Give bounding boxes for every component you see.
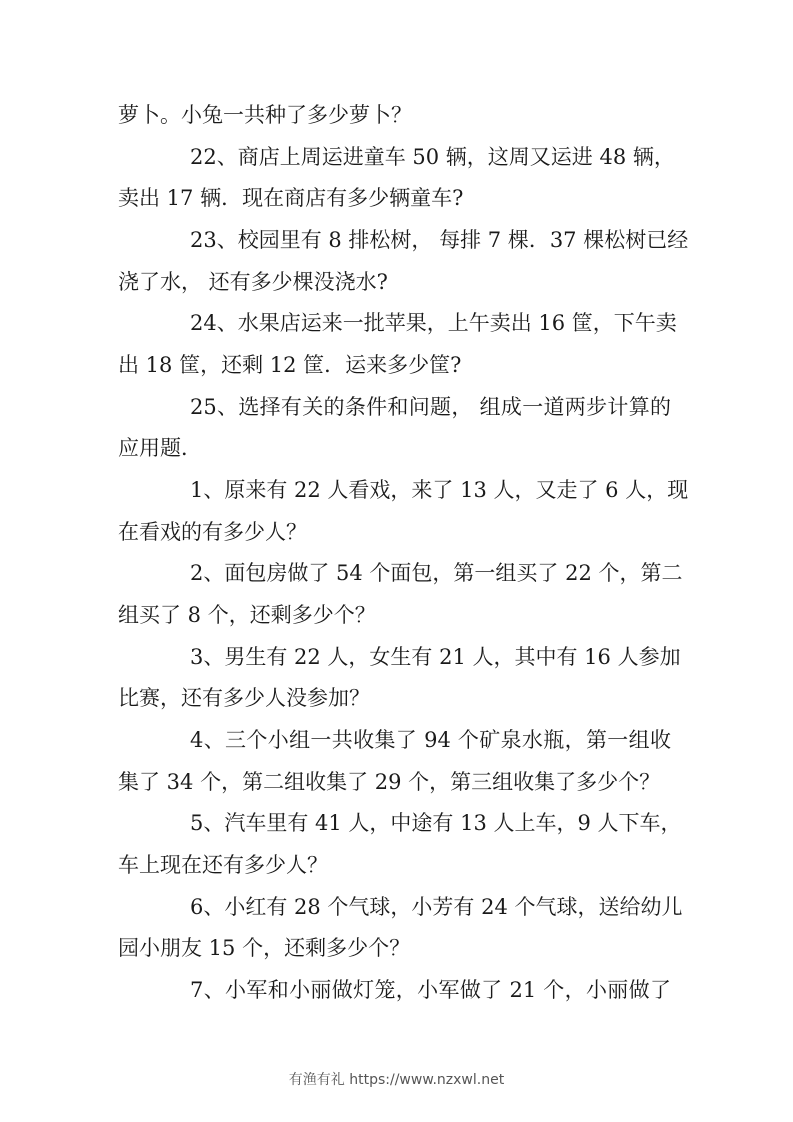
problem-22: 22、商店上周运进童车 50 辆，这周又运进 48 辆， (190, 145, 675, 169)
text-line: 萝卜。小兔一共种了多少萝卜？ (118, 103, 412, 127)
text-line: 比赛，还有多少人没参加？ (118, 686, 370, 710)
problem-24: 24、水果店运来一批苹果，上午卖出 16 筐，下午卖 (190, 311, 677, 335)
sub-problem-6: 6、小红有 28 个气球，小芳有 24 个气球，送给幼儿 (190, 895, 683, 919)
sub-problem-4: 4、三个小组一共收集了 94 个矿泉水瓶，第一组收 (190, 728, 671, 752)
sub-problem-1: 1、原来有 22 人看戏，来了 13 人，又走了 6 人，现 (190, 478, 689, 502)
text-line: 园小朋友 15 个，还剩多少个？ (118, 936, 411, 960)
problem-25: 25、选择有关的条件和问题， 组成一道两步计算的 (190, 395, 671, 419)
text-line: 在看戏的有多少人？ (118, 520, 307, 544)
text-line: 集了 34 个，第二组收集了 29 个，第三组收集了多少个？ (118, 770, 661, 794)
sub-problem-5: 5、汽车里有 41 人，中途有 13 人上车，9 人下车， (190, 811, 682, 835)
sub-problem-3: 3、男生有 22 人，女生有 21 人，其中有 16 人参加 (190, 645, 681, 669)
text-line: 组买了 8 个，还剩多少个？ (118, 603, 376, 627)
text-line: 出 18 筐，还剩 12 筐．运来多少筐? (118, 353, 462, 377)
text-line: 车上现在还有多少人？ (118, 853, 328, 877)
problem-23: 23、校园里有 8 排松树， 每排 7 棵．37 棵松树已经 (190, 228, 689, 252)
text-line: 应用题． (118, 436, 202, 460)
sub-problem-2: 2、面包房做了 54 个面包，第一组买了 22 个，第二 (190, 561, 683, 585)
text-line: 卖出 17 辆．现在商店有多少辆童车? (118, 186, 464, 210)
sub-problem-7: 7、小军和小丽做灯笼，小军做了 21 个，小丽做了 (190, 978, 671, 1002)
footer-watermark: 有渔有礼 https://www.nzxwl.net (288, 1072, 505, 1088)
text-line: 浇了水， 还有多少棵没浇水? (118, 270, 388, 294)
